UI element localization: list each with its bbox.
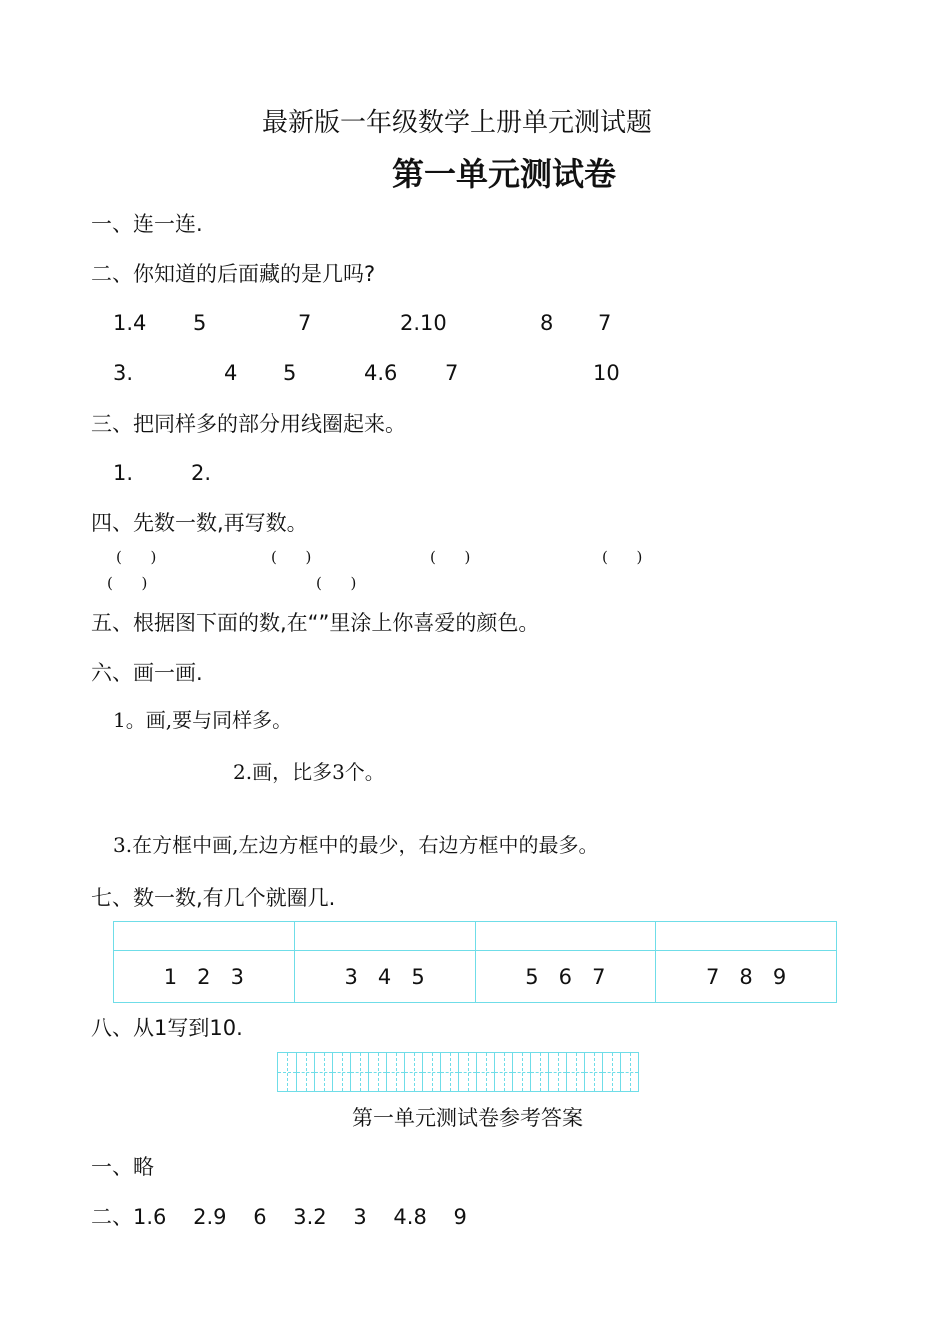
number-options-cell: 3 4 5 — [294, 951, 475, 1003]
section-5-heading: 五、根据图下面的数,在“”里涂上你喜爱的颜色。 — [91, 611, 540, 635]
writing-cell — [584, 1053, 602, 1091]
writing-cell — [350, 1053, 368, 1091]
number-options-cell: 7 8 9 — [656, 951, 837, 1003]
section-8-heading: 八、从1写到10. — [91, 1016, 243, 1040]
writing-cell — [512, 1053, 530, 1091]
picture-cell — [656, 922, 837, 951]
section-1-heading: 一、连一连. — [91, 212, 203, 236]
counting-table — [113, 921, 837, 1003]
s2-row2-item: 3. — [113, 361, 134, 385]
picture-cell — [114, 922, 295, 951]
writing-cell — [332, 1053, 350, 1091]
writing-cell — [422, 1053, 440, 1091]
writing-cell — [476, 1053, 494, 1091]
writing-cell — [530, 1053, 548, 1091]
number-options-cell: 5 6 7 — [475, 951, 656, 1003]
writing-cell — [440, 1053, 458, 1091]
section-3-heading: 三、把同样多的部分用线圈起来。 — [91, 412, 406, 436]
s2-row2-item: 5 — [283, 361, 297, 385]
writing-grid — [277, 1052, 639, 1092]
writing-cell — [296, 1053, 314, 1091]
s3-item: 2. — [191, 461, 212, 485]
s2-row2-item: 4.6 — [364, 361, 398, 385]
answer-1: 一、略 — [91, 1155, 154, 1179]
answer-2: 二、1.6 2.9 6 3.2 3 4.8 9 — [91, 1205, 467, 1229]
writing-cell — [404, 1053, 422, 1091]
answer-blank: ( ) — [430, 548, 471, 566]
s6-item-3: 3.在方框中画,左边方框中的最少，右边方框中的最多。 — [113, 833, 599, 857]
answer-blank: ( ) — [271, 548, 312, 566]
answer-blank: ( ) — [116, 548, 157, 566]
answer-blank: ( ) — [316, 574, 357, 592]
s2-row2-item: 4 — [224, 361, 238, 385]
answer-key-title: 第一单元测试卷参考答案 — [352, 1106, 583, 1130]
section-7-heading: 七、数一数,有几个就圈几. — [91, 886, 336, 910]
s3-item: 1. — [113, 461, 134, 485]
writing-cell — [602, 1053, 620, 1091]
s2-row1-item: 7 — [598, 311, 612, 335]
section-4-heading: 四、先数一数,再写数。 — [91, 511, 308, 535]
document-title: 最新版一年级数学上册单元测试题 — [262, 108, 653, 138]
writing-cell — [314, 1053, 332, 1091]
s2-row2-item: 7 — [445, 361, 459, 385]
writing-cell — [386, 1053, 404, 1091]
picture-cell — [475, 922, 656, 951]
writing-cell — [566, 1053, 584, 1091]
s2-row1-item: 8 — [540, 311, 554, 335]
s6-item-2: 2.画，比多3个。 — [233, 760, 385, 784]
number-options-cell: 1 2 3 — [114, 951, 295, 1003]
answer-blank: ( ) — [602, 548, 643, 566]
writing-cell — [368, 1053, 386, 1091]
picture-cell — [294, 922, 475, 951]
unit-title: 第一单元测试卷 — [392, 155, 617, 193]
writing-cell — [494, 1053, 512, 1091]
s2-row1-item: 5 — [193, 311, 207, 335]
section-2-heading: 二、你知道的后面藏的是几吗? — [91, 262, 376, 286]
s2-row2-item: 10 — [593, 361, 620, 385]
writing-cell — [278, 1053, 296, 1091]
writing-cell — [548, 1053, 566, 1091]
writing-cell — [620, 1053, 638, 1091]
writing-cell — [458, 1053, 476, 1091]
s2-row1-item: 1.4 — [113, 311, 147, 335]
s2-row1-item: 7 — [298, 311, 312, 335]
answer-blank: ( ) — [107, 574, 148, 592]
s6-item-1: 1。画,要与同样多。 — [113, 708, 293, 732]
section-6-heading: 六、画一画. — [91, 661, 203, 685]
s2-row1-item: 2.10 — [400, 311, 447, 335]
